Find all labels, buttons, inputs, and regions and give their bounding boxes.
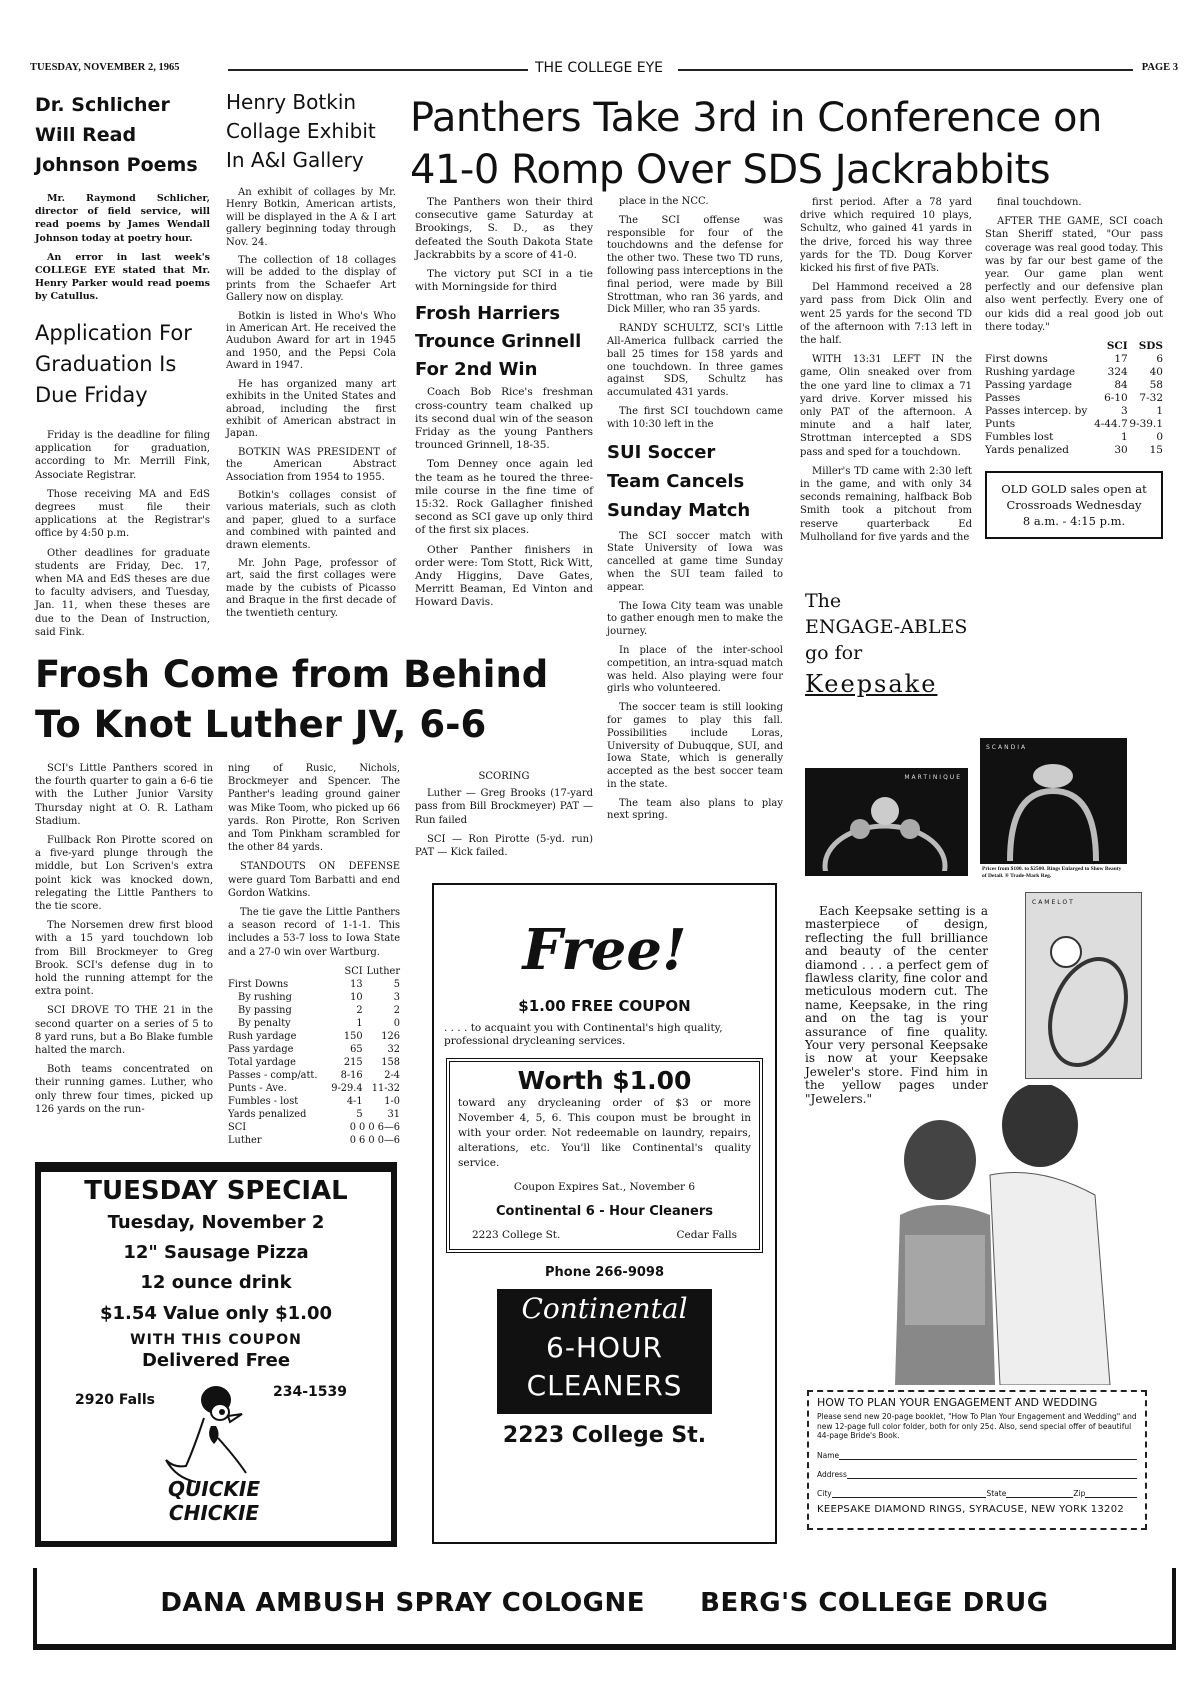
headline-line: Team Cancels	[607, 470, 745, 492]
table-cell: Punts	[985, 418, 1016, 431]
couple-photo	[880, 1085, 1150, 1385]
masthead-paper-name: THE COLLEGE EYE	[535, 60, 664, 76]
table-cell: Fumbles - lost	[228, 1095, 299, 1107]
table-cell: Passing yardage	[985, 379, 1072, 392]
table-cell: Pass yardage	[228, 1043, 294, 1055]
paragraph: The Panthers won their third consecutive game Saturday at Brookings, S. D., as they defeated the South Dakota State Jackrabbits by a score of 41-0.	[415, 196, 593, 261]
table-cell: 215	[343, 1056, 363, 1068]
keepsake-tagline	[805, 588, 1175, 666]
table-header-cell: SDS	[1138, 340, 1163, 353]
keepsake-order-form	[807, 1390, 1147, 1530]
paragraph: Those receiving MA and EdS degrees must file their applications at the Registrar's office by 4:50 p.m.	[35, 488, 210, 540]
ad-item: 12" Sausage Pizza	[123, 1242, 309, 1263]
ad-tuesday-special	[35, 1162, 397, 1547]
headline-line: Henry Botkin	[226, 90, 357, 114]
ring-icon	[805, 781, 968, 871]
headline-line: Graduation Is	[35, 352, 177, 376]
table-row	[228, 1095, 400, 1108]
paragraph: Botkin is listed in Who's Who in American Art. He received the Audubon Award for art in 1945 and 1950, and the Pepsi Cola Award in 1947.	[226, 310, 396, 372]
paragraph: An exhibit of collages by Mr. Henry Botkin, American artists, will be displayed in the A & I art gallery beginning today through Nov. 24.	[226, 187, 396, 248]
table-row	[228, 1108, 400, 1121]
table-header-cell	[985, 340, 1092, 353]
article-frosh-col2	[228, 762, 400, 1147]
business-location	[458, 1229, 751, 1241]
headline-line: Johnson Poems	[35, 154, 198, 176]
article-body	[35, 429, 210, 639]
state-field[interactable]	[1006, 1489, 1073, 1498]
article-body	[607, 196, 783, 432]
table-cell: Luther	[228, 1134, 262, 1146]
ad-item: 12 ounce drink	[140, 1272, 292, 1293]
table-header-cell: Luther	[366, 965, 400, 977]
table-cell: 5	[356, 1108, 363, 1120]
headline-schlicher	[35, 90, 210, 180]
table-cell: 126	[381, 1030, 400, 1042]
paragraph: The tie gave the Little Panthers a season record of 1-1-1. This includes a 53-7 loss to Iowa State and a 27-0 win over Wartburg.	[228, 907, 400, 958]
headline-botkin	[226, 88, 396, 175]
form-text: Please send new 20-page booklet, "How To Plan Your Engagement and Wedding" and new 12-page full color folder, both for only 25¢. Also, send special offer of beautiful 44-page Bride's Book.	[817, 1412, 1137, 1440]
table-cell: 84	[1114, 379, 1128, 392]
table-cell: Rush yardage	[228, 1030, 297, 1042]
coupon-intro: . . . . to acquaint you with Continental's high quality, professional drycleaning services.	[444, 1021, 723, 1047]
table-cell: SCI	[228, 1121, 247, 1133]
scoring-title: SCORING	[478, 771, 530, 782]
address-label: Address	[817, 1469, 847, 1479]
headline-panthers	[410, 92, 1190, 196]
masthead-rule-left	[228, 69, 528, 71]
table-cell: Passes	[985, 392, 1021, 405]
table-cell: 0	[1156, 431, 1163, 444]
table-row	[985, 405, 1163, 418]
article-soccer-body	[607, 531, 783, 824]
headline-line: Collage Exhibit	[226, 119, 376, 143]
table-row	[228, 991, 400, 1004]
table-header-cell: SCI	[1106, 340, 1128, 353]
article-panthers-col1	[415, 196, 593, 616]
ad-phone: 234-1539	[273, 1384, 347, 1400]
table-cell: 6-10	[1104, 392, 1128, 405]
headline-line: SUI Soccer	[607, 441, 716, 463]
table-row	[228, 1043, 400, 1056]
table-cell: First Downs	[228, 978, 289, 990]
headline-line: Due Friday	[35, 383, 148, 407]
keepsake-body-copy	[805, 905, 988, 1112]
paragraph: In place of the inter-school competition, an intra-squad match was held. Also playing were four girls who volunteered.	[607, 644, 783, 695]
article-body	[985, 196, 1163, 334]
table-cell: 158	[381, 1056, 400, 1068]
article-schlicher	[35, 90, 210, 310]
notice-line: Crossroads Wednesday	[1006, 498, 1142, 513]
paragraph: The Iowa City team was unable to gather enough men to make the journey.	[607, 600, 783, 638]
headline-line: Sunday Match	[607, 499, 751, 521]
business-street: 2223 College St.	[472, 1228, 561, 1241]
table-cell: 0 6 0 0—6	[349, 1134, 400, 1146]
article-body	[415, 196, 593, 294]
table-cell: Passes - comp/att.	[228, 1069, 318, 1081]
table-row	[228, 978, 400, 991]
paragraph: The soccer team is still looking for games to play this fall. Possibilities include Loras, University of Dubuqque, SUI, and Iowa State, which is generally accepted as the best soccer team in the state.	[607, 702, 783, 790]
paragraph: SCI DROVE TO THE 21 in the second quarter on a series of 5 to 8 yard runs, but a Bo Blake fumble halted the march.	[35, 1005, 213, 1057]
banner-store: BERG'S COLLEGE DRUG	[700, 1588, 1049, 1618]
table-cell: Punts - Ave.	[228, 1082, 287, 1094]
headline-line: Will Read	[35, 124, 137, 146]
form-title: HOW TO PLAN YOUR ENGAGEMENT AND WEDDING	[817, 1396, 1098, 1409]
headline-line: 41-0 Romp Over SDS Jackrabbits	[410, 147, 1051, 193]
headline-line: To Knot Luther JV, 6-6	[35, 703, 487, 746]
table-row	[985, 353, 1163, 366]
table-cell: 13	[350, 978, 363, 990]
ring-name: SCANDIA	[986, 744, 1028, 751]
coupon-value: Worth $1.00	[517, 1066, 692, 1096]
paragraph: Both teams concentrated on their running games. Luther, who only threw four times, picked up 126 yards on the run-	[35, 1064, 213, 1115]
panthers-stats-table	[985, 340, 1163, 457]
table-header-row	[228, 965, 400, 978]
article-graduation	[35, 318, 210, 645]
zip-field[interactable]	[1085, 1489, 1137, 1498]
headline-line: Application For	[35, 321, 192, 345]
ad-address: 2920 Falls	[75, 1392, 155, 1408]
table-cell: Yards penalized	[228, 1108, 307, 1120]
table-cell: Fumbles lost	[985, 431, 1054, 444]
coupon-box[interactable]	[446, 1058, 763, 1252]
coupon-expiry: Coupon Expires Sat., November 6	[513, 1181, 696, 1194]
logo-line: 6-HOUR	[546, 1330, 663, 1364]
form-name-row	[817, 1451, 1137, 1460]
tagline-line: go for	[805, 642, 863, 664]
table-cell: 3	[1121, 405, 1128, 418]
table-cell: First downs	[985, 353, 1048, 366]
headline-soccer	[607, 438, 783, 525]
keepsake-brand-logo: Keepsake	[805, 670, 938, 698]
headline-frosh	[35, 650, 595, 750]
article-body	[35, 192, 210, 304]
paragraph: final touchdown.	[997, 197, 1082, 208]
article-body	[226, 187, 396, 620]
banner-product: DANA AMBUSH SPRAY COLOGNE	[160, 1588, 646, 1618]
table-row	[228, 1082, 400, 1095]
paragraph: Friday is the deadline for filing application for graduation, according to Mr. Merrill Fink, Associate Registrar.	[35, 430, 210, 481]
article-panthers-col3	[800, 196, 972, 550]
banner-text	[37, 1588, 1172, 1618]
article-panthers-col4	[985, 196, 1163, 539]
ad-delivery: Delivered Free	[141, 1350, 291, 1371]
couple-photo-icon	[880, 1085, 1150, 1385]
ad-coupon-note: WITH THIS COUPON	[130, 1332, 302, 1348]
table-row	[985, 431, 1163, 444]
headline-line: In A&I Gallery	[226, 148, 364, 172]
table-cell: 0 0 0 6—6	[349, 1121, 400, 1133]
table-cell: 2-4	[384, 1069, 400, 1081]
headline-line: Dr. Schlicher	[35, 94, 170, 116]
ad-banner-bergs	[33, 1568, 1176, 1650]
table-cell: 9-29.4	[331, 1082, 363, 1094]
headline-line: Frosh Come from Behind	[35, 653, 549, 696]
scoring-line: SCI — Ron Pirotte (5-yd. run) PAT — Kick failed.	[415, 833, 593, 859]
table-cell: 58	[1149, 379, 1163, 392]
paragraph: The Norsemen drew first blood with a 15 yard touchdown lob from Bill Brockmeyer to Greg Brook. SCI's defense dug in to hold the running attempt for the extra point.	[35, 920, 213, 998]
table-row	[985, 392, 1163, 405]
table-cell: 7-32	[1139, 392, 1163, 405]
table-cell: 150	[343, 1030, 363, 1042]
table-row	[228, 1017, 400, 1030]
headline-graduation	[35, 318, 210, 411]
headline-harriers	[415, 300, 593, 384]
article-botkin	[226, 88, 396, 626]
ring-image-scandia	[980, 738, 1127, 864]
table-cell: 3	[393, 991, 400, 1003]
form-city-row	[817, 1489, 1137, 1498]
table-cell: 65	[350, 1043, 363, 1055]
ring-name: CAMELOT	[1032, 899, 1075, 906]
paragraph: Tom Denney once again led the team as he toured the three-mile course in the fine time of 15:32. Rock Gallagher finished second as SCI gave up only third of the first six places.	[415, 458, 593, 537]
paragraph: The SCI soccer match with State University of Iowa was cancelled at game time Sunday when the SUI team failed to appear.	[607, 530, 783, 593]
score-row	[228, 1134, 400, 1147]
masthead-rule-right	[678, 69, 1133, 71]
table-row	[985, 418, 1163, 431]
ad-script-title: Free!	[522, 917, 687, 983]
table-cell: Total yardage	[228, 1056, 296, 1068]
paragraph: Mr. John Page, professor of art, said the first collages were made by the cubists of Picasso and Braque in the first decade of the twentieth century.	[226, 557, 396, 619]
paragraph: BOTKIN WAS PRESIDENT of the American Abstract Association from 1954 to 1955.	[226, 446, 396, 483]
table-cell: 1	[1121, 431, 1128, 444]
paragraph: Del Hammond received a 28 yard pass from Dick Olin and went 25 yards for the second TD of the afternoon with 7:13 left in the half.	[800, 282, 972, 347]
table-row	[985, 444, 1163, 457]
masthead-date: TUESDAY, NOVEMBER 2, 1965	[30, 62, 180, 73]
paragraph: RANDY SCHULTZ, SCI's Little All-America fullback carried the ball 25 times for 158 yards and one touchdown. In three games against SDS, Schultz has accumulated 431 yards.	[607, 323, 783, 399]
paragraph: He has organized many art exhibits in the United States and abroad, including the first exhibit of American abstract in Japan.	[226, 378, 396, 440]
paragraph: first period. After a 78 yard drive which required 10 plays, Schultz, who gained 41 yards in the drive, forced his way three yards for the TD. Doug Korver kicked his first of five PATs.	[800, 197, 972, 275]
ring-name: MARTINIQUE	[904, 774, 962, 781]
svg-text:CHICKIE: CHICKIE	[168, 1501, 260, 1525]
logo-line: CLEANERS	[526, 1368, 683, 1402]
ad-date: Tuesday, November 2	[107, 1212, 325, 1233]
paragraph: place in the NCC.	[619, 196, 709, 207]
table-cell: 40	[1149, 366, 1163, 379]
keepsake-price-note: Prices from $100. to $2500. Rings Enlarged to Show Beauty of Detail. ® Trade-Mark Reg.	[982, 866, 1122, 879]
paragraph: AFTER THE GAME, SCI coach Stan Sheriff stated, "Our pass coverage was real good today. This was by far our best game of the year. Our game plan went perfectly and our defensive plan also went perfectly. Every one of our kids did a real good job out there today."	[985, 216, 1163, 333]
table-cell: 32	[387, 1043, 400, 1055]
notice-line: 8 a.m. - 4:15 p.m.	[1022, 514, 1126, 529]
headline-line: Trounce Grinnell	[415, 331, 582, 353]
table-cell: Yards penalized	[985, 444, 1069, 457]
paragraph: The SCI offense was responsible for four of the touchdowns and the defense for the other two. These two TD runs, following pass interceptions in the final period, were made by Bill Strottman, who ran 36 yards, and Dick Miller, who ran 35 yards.	[607, 214, 783, 316]
table-cell: 2	[356, 1004, 363, 1016]
table-cell: By passing	[238, 1004, 292, 1016]
article-body	[800, 196, 972, 544]
tagline-line: The	[805, 590, 842, 612]
article-panthers-col2	[607, 196, 783, 829]
table-cell: 2	[393, 1004, 400, 1016]
table-cell: Rushing yardage	[985, 366, 1076, 379]
form-address-row	[817, 1470, 1137, 1479]
table-header-cell	[228, 965, 328, 978]
table-cell: 30	[1114, 444, 1128, 457]
ad-title: TUESDAY SPECIAL	[84, 1176, 348, 1206]
table-header-cell: SCI	[344, 965, 363, 977]
table-cell: 324	[1107, 366, 1128, 379]
table-row	[228, 1004, 400, 1017]
city-field[interactable]	[832, 1489, 987, 1498]
paragraph: WITH 13:31 LEFT IN the game, Olin sneaked over from the one yard line to climax a 71 yard drive. Korver missed his only PAT of the afternoon. A minute and a half later, Strottman intercepted a SDS pass and sped for a touchdown.	[800, 354, 972, 458]
table-cell: 15	[1149, 444, 1163, 457]
old-gold-notice	[985, 471, 1163, 539]
paragraph: An error in last week's COLLEGE EYE stated that Mr. Henry Parker would read poems by Catullus.	[35, 251, 210, 303]
zip-label: Zip	[1073, 1488, 1086, 1498]
coupon-heading: $1.00 FREE COUPON	[518, 997, 691, 1015]
business-city: Cedar Falls	[676, 1228, 737, 1241]
ad-footer	[41, 1378, 391, 1528]
state-label: State	[986, 1488, 1007, 1498]
table-row	[228, 1069, 400, 1082]
paragraph: Botkin's collages consist of various materials, such as cloth and paper, glued to a surface and combined with painted and drawn elements.	[226, 489, 396, 551]
masthead-page-number: PAGE 3	[1141, 62, 1178, 73]
score-row	[228, 1121, 400, 1134]
table-cell: 8-16	[340, 1069, 363, 1081]
table-header-row	[985, 340, 1163, 353]
headline-line: Panthers Take 3rd in Conference on	[410, 95, 1102, 141]
continental-logo	[497, 1289, 712, 1414]
address-field[interactable]	[847, 1470, 1137, 1479]
paragraph: Mr. Raymond Schlicher, director of field service, will read poems by James Wendall Johnson today at poetry hour.	[35, 193, 210, 244]
table-cell: 10	[350, 991, 363, 1003]
frosh-scoring	[415, 770, 593, 865]
paragraph: The team also plans to play next spring.	[607, 797, 783, 822]
paragraph: Each Keepsake setting is a masterpiece of design, reflecting the full brilliance and beauty of the center diamond . . . a perfect gem of flawless clarity, fine color and meticulous modern cut. The name, Keepsake, in the ring and on the tag is your assurance of fine quality. Your very personal Keepsake is now at your Keepsake Jeweler's store. Find him in the yellow pages under "Jewelers."	[805, 904, 988, 1106]
frosh-stats-table	[228, 965, 400, 1147]
table-cell: 4-1	[346, 1095, 363, 1107]
article-body	[228, 762, 400, 959]
paragraph: SCI's Little Panthers scored in the fourth quarter to gain a 6-6 tie with the Luther Junior Varsity Thursday night at O. R. Latham Stadium.	[35, 763, 213, 827]
ad-continental-cleaners	[432, 883, 777, 1544]
table-row	[985, 379, 1163, 392]
footer-address: 2223 College St.	[502, 1422, 707, 1448]
table-cell: 11-32	[371, 1082, 400, 1094]
paragraph: Fullback Ron Pirotte scored on a five-yard plunge through the middle, but Lon Scriven's extra point kick was knocked down, relegating the Little Panthers to the tie score.	[35, 835, 213, 913]
table-cell: By penalty	[238, 1017, 291, 1029]
table-cell: Passes intercep. by	[985, 405, 1088, 418]
notice-line: OLD GOLD sales open at	[1001, 482, 1147, 497]
paragraph: Miller's TD came with 2:30 left in the game, and with only 34 seconds remaining, halfback Bob Smith took a pitchout from reserve quarterback Ed Mulholland for five yards and the	[800, 465, 972, 543]
name-field[interactable]	[839, 1451, 1137, 1460]
table-cell: 1-0	[384, 1095, 400, 1107]
article-body	[35, 762, 213, 1116]
table-cell: 5	[393, 978, 400, 990]
scoring-line: Luther — Greg Brooks (17-yard pass from Bill Brockmeyer) PAT — Run failed	[415, 788, 593, 826]
paragraph: STANDOUTS ON DEFENSE were guard Tom Barbatti and end Gordon Watkins.	[228, 861, 400, 899]
table-cell: 1	[1156, 405, 1163, 418]
table-row	[228, 1056, 400, 1069]
ring-icon	[980, 751, 1127, 861]
business-name: Continental 6 - Hour Cleaners	[496, 1204, 713, 1220]
table-cell: 31	[387, 1108, 400, 1120]
table-cell: 4-44.7	[1094, 418, 1128, 431]
table-cell: 17	[1114, 353, 1128, 366]
table-cell: By rushing	[238, 991, 292, 1003]
paragraph: Other Panther finishers in order were: Tom Stott, Rick Witt, Andy Higgins, Dave Gates, Merritt Beaman, Ed Vinton and Howard Davis.	[415, 543, 593, 609]
table-row	[228, 1030, 400, 1043]
ring-icon	[1026, 912, 1141, 1077]
table-cell: 0	[393, 1017, 400, 1029]
city-label: City	[817, 1488, 832, 1498]
paragraph: The collection of 18 collages will be added to the display of prints from the Schaefer Art Gallery now on display.	[226, 255, 396, 304]
ad-price: $1.54 Value only $1.00	[99, 1303, 333, 1324]
paragraph: Other deadlines for graduate students are Friday, Dec. 17, when MA and EdS theses are due to faculty advisers, and Tuesday, Jan. 11, when these theses are due to the Dean of Instruction, said Fink.	[35, 547, 210, 638]
table-row	[985, 366, 1163, 379]
table-cell: 9-39.1	[1129, 418, 1163, 431]
business-phone: Phone 266-9098	[544, 1264, 665, 1280]
ring-image-martinique	[805, 768, 968, 876]
paragraph: ning of Rusic, Nichols, Brockmeyer and Spencer. The Panther's leading ground gainer was Mike Toom, who picked up 66 yards. Ron Pirotte, Ron Scriven and Tom Pinkham scrambled for the other 84 yards.	[228, 763, 400, 854]
table-cell: 6	[1156, 353, 1163, 366]
logo-text: QUICKIE	[168, 1477, 260, 1501]
paragraph: The victory put SCI in a tie with Morningside for third	[415, 268, 593, 294]
tagline-line: ENGAGE-ABLES	[805, 616, 968, 638]
chicken-mascot-icon	[156, 1378, 276, 1528]
logo-script: Continental	[521, 1291, 688, 1325]
ring-image-camelot	[1025, 892, 1142, 1079]
article-harriers-body	[415, 386, 593, 609]
table-cell: 1	[356, 1017, 363, 1029]
name-label: Name	[817, 1450, 840, 1460]
ad-keepsake	[805, 588, 1175, 698]
form-footer-address: KEEPSAKE DIAMOND RINGS, SYRACUSE, NEW YORK 13202	[817, 1503, 1125, 1515]
coupon-terms: toward any drycleaning order of $3 or more November 4, 5, 6. This coupon must be brought in with your order. Not redeemable on laundry, repairs, alterations, etc. You'll like Continental's quality service.	[458, 1097, 751, 1170]
paragraph: Coach Bob Rice's freshman cross-country team chalked up its second dual win of the season Friday as the young Panthers trounced Grinnell, 18-35.	[415, 386, 593, 452]
masthead	[30, 62, 1178, 76]
paragraph: The first SCI touchdown came with 10:30 left in the	[607, 405, 783, 430]
article-frosh-col1	[35, 762, 213, 1122]
headline-line: Frosh Harriers	[415, 303, 561, 325]
headline-line: For 2nd Win	[415, 359, 538, 381]
